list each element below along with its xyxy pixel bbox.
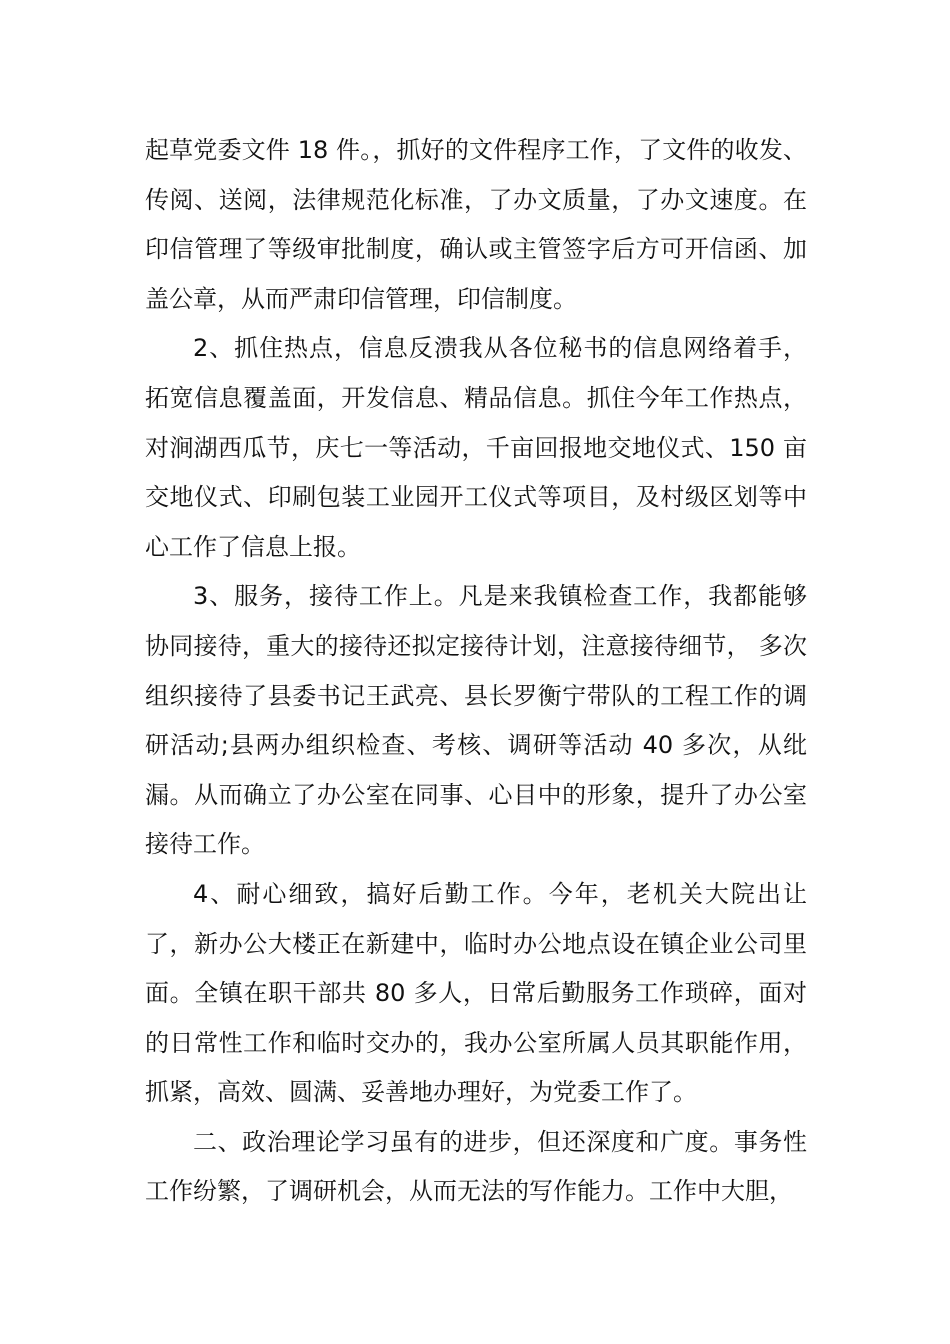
paragraph-item-4: 4、耐心细致，搞好后勤工作。今年，老机关大院出让了，新办公大楼正在新建中，临时办公地点设在镇企业公司里面。全镇在职干部共 80 多人，日常后勤服务工作琐碎，面对的日常性工作和临时交办的，我办公室所属人员其职能作用，抓紧，高效、圆满、妥善地办理好，为党委工作了。 <box>145 879 807 1107</box>
paragraph-section-2: 二、政治理论学习虽有的进步，但还深度和广度。事务性工作纷繁，了调研机会，从而无法的写作能力。工作中大胆， <box>145 1127 807 1206</box>
document-body <box>145 126 807 1217</box>
paragraph-item-2: 2、抓住热点，信息反溃我从各位秘书的信息网络着手，拓宽信息覆盖面，开发信息、精品信息。抓住今年工作热点，对涧湖西瓜节，庆七一等活动，千亩回报地交地仪式、150 亩交地仪式、印刷包装工业园开工仪式等项目，及村级区划等中心工作了信息上报。 <box>145 334 807 561</box>
paragraph-item-3: 3、服务，接待工作上。凡是来我镇检查工作，我都能够协同接待，重大的接待还拟定接待计划，注意接待细节， 多次组织接待了县委书记王武亮、县长罗衡宁带队的工程工作的调研活动;县两办组织检查、考核、调研等活动 40 多次，从纰漏。从而确立了办公室在同事、心目中的形象，提升了办公室接待工作。 <box>145 582 807 859</box>
paragraph-continuation: 起草党委文件 18 件。，抓好的文件程序工作，了文件的收发、传阅、送阅，法律规范化标准，了办文质量，了办文速度。在印信管理了等级审批制度，确认或主管签字后方可开信函、加盖公章，从而严肃印信管理，印信制度。 <box>145 136 807 313</box>
